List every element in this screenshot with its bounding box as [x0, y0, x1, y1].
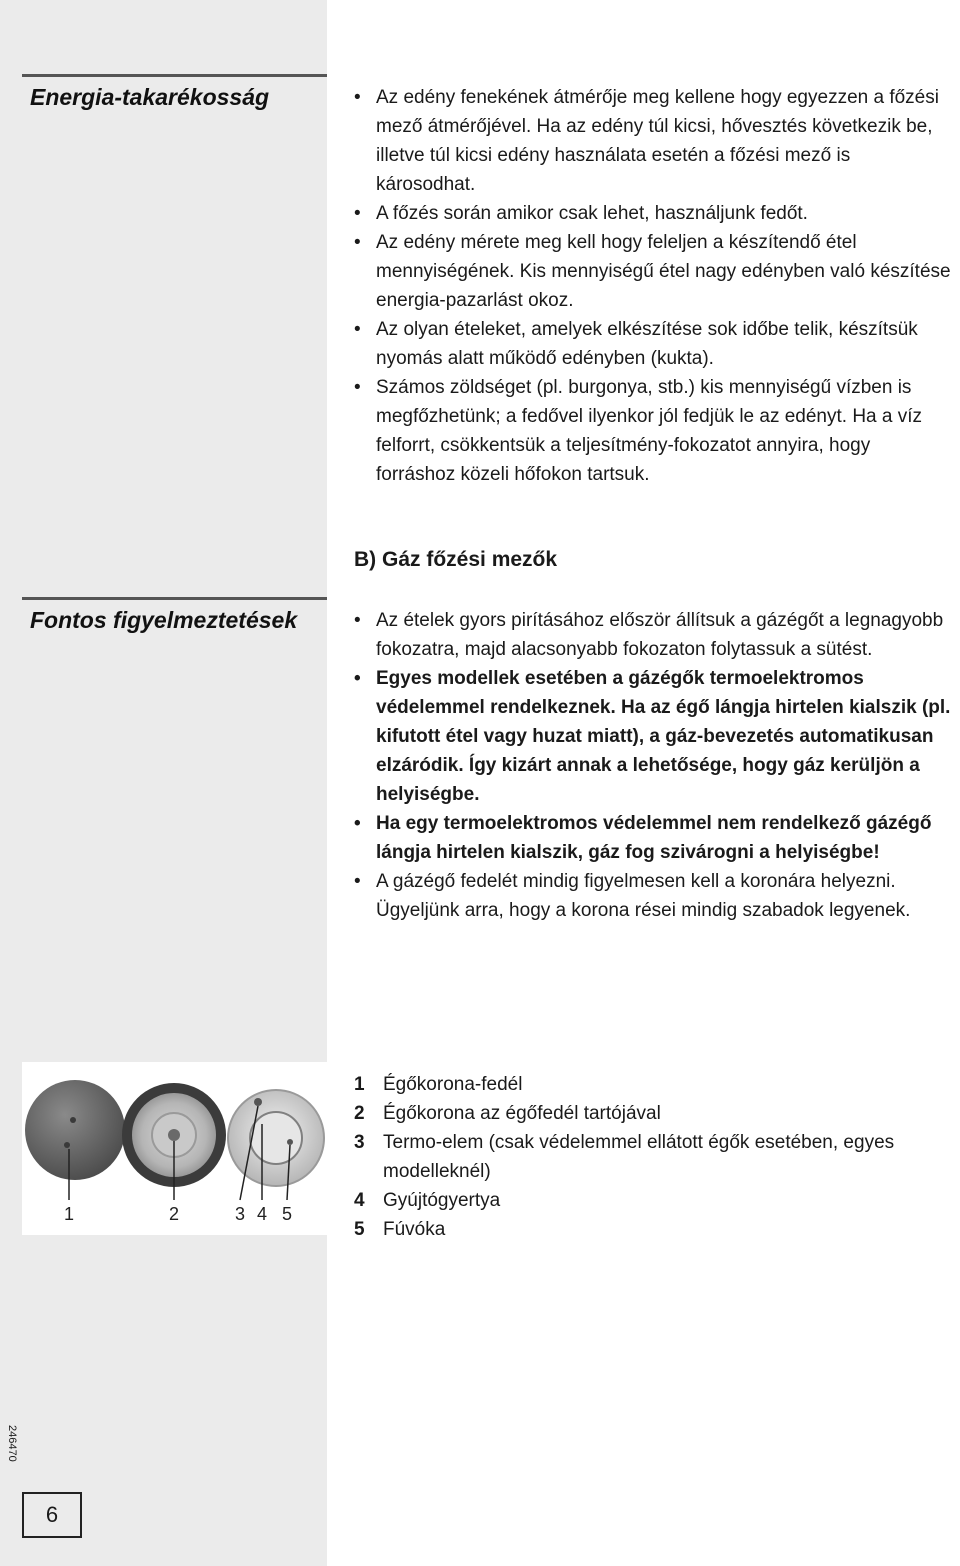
burner-illustration [22, 1062, 327, 1235]
warnings-bullet-list [354, 606, 954, 925]
part-number: 4 [354, 1190, 365, 1211]
page-number: 6 [22, 1492, 82, 1538]
part-label: Termo-elem (csak védelemmel ellátott égők esetében, egyes modelleknél) [383, 1132, 895, 1182]
list-item: • Az edény mérete meg kell hogy feleljen a készítendő étel mennyiségének. Kis mennyiségű étel nagy edényben való készítése energia-pazarlást okoz. [354, 228, 954, 315]
list-item: • A gázégő fedelét mindig figyelmesen kell a koronára helyezni. Ügyeljünk arra, hogy a korona rései mindig szabadok legyenek. [354, 867, 954, 925]
energy-bullet-list [354, 83, 954, 489]
part-label: Égőkorona az égőfedél tartójával [383, 1103, 661, 1124]
list-item [354, 1128, 954, 1186]
figure-label-2: 2 [168, 1204, 180, 1224]
section-rule [22, 597, 327, 600]
document-code-text: 246470 [6, 1425, 18, 1462]
section-heading-gas: B) Gáz főzési mezők [354, 548, 558, 571]
figure-label-5: 5 [281, 1204, 293, 1224]
list-item [354, 1070, 954, 1099]
list-item: • Az ételek gyors pirításához először állítsuk a gázégőt a legnagyobb fokozatra, majd alacsonyabb fokozaton folytassuk a sütést. [354, 606, 954, 664]
part-number: 1 [354, 1074, 365, 1095]
list-item: • Egyes modellek esetében a gázégők termoelektromos védelemmel rendelkeznek. Ha az égő lángja hirtelen kialszik (pl. kifutott étel vagy huzat miatt), a gáz-bevezetés automatikusan elzáródik. Így kizárt annak a lehetősége, hogy gáz kerüljön a helyiségbe. [354, 664, 954, 809]
section-title-energy: Energia-takarékosság [30, 84, 270, 110]
burner-parts-figure [22, 1062, 327, 1235]
list-item: • Az olyan ételeket, amelyek elkészítése sok időbe telik, készítsük nyomás alatt működő edényben (kukta). [354, 315, 954, 373]
left-margin-column [0, 0, 327, 1566]
part-number: 5 [354, 1219, 365, 1240]
document-code [8, 1425, 18, 1475]
section-title-warnings: Fontos figyelmeztetések [30, 607, 298, 633]
list-item [354, 1215, 954, 1244]
part-number: 2 [354, 1103, 365, 1124]
part-label: Égőkorona-fedél [383, 1074, 523, 1095]
list-item: • A főzés során amikor csak lehet, használjunk fedőt. [354, 199, 954, 228]
figure-label-1: 1 [63, 1204, 75, 1224]
list-item: • Az edény fenekének átmérője meg kellene hogy egyezzen a főzési mező átmérőjével. Ha az edény túl kicsi, hővesztés következik be, illetve túl kicsi edény használata esetén a főzési mező is károsodhat. [354, 83, 954, 199]
figure-label-4: 4 [256, 1204, 268, 1224]
list-item: • Számos zöldséget (pl. burgonya, stb.) kis mennyiségű vízben is megfőzhetünk; a fedővel ilyenkor jól fedjük le az edényt. Ha a víz felforrt, csökkentsük a teljesítmény-fokozatot annyira, hogy forráshoz közeli hőfokon tartsuk. [354, 373, 954, 489]
figure-label-3: 3 [234, 1204, 246, 1224]
list-item [354, 1186, 954, 1215]
list-item: • Ha egy termoelektromos védelemmel nem rendelkező gázégő lángja hirtelen kialszik, gáz fog szivárogni a helyiségbe! [354, 809, 954, 867]
part-label: Fúvóka [383, 1219, 446, 1240]
part-label: Gyújtógyertya [383, 1190, 501, 1211]
burner-cap-shape [25, 1080, 125, 1180]
parts-legend [354, 1070, 954, 1244]
part-number: 3 [354, 1132, 365, 1153]
list-item [354, 1099, 954, 1128]
section-rule [22, 74, 327, 77]
